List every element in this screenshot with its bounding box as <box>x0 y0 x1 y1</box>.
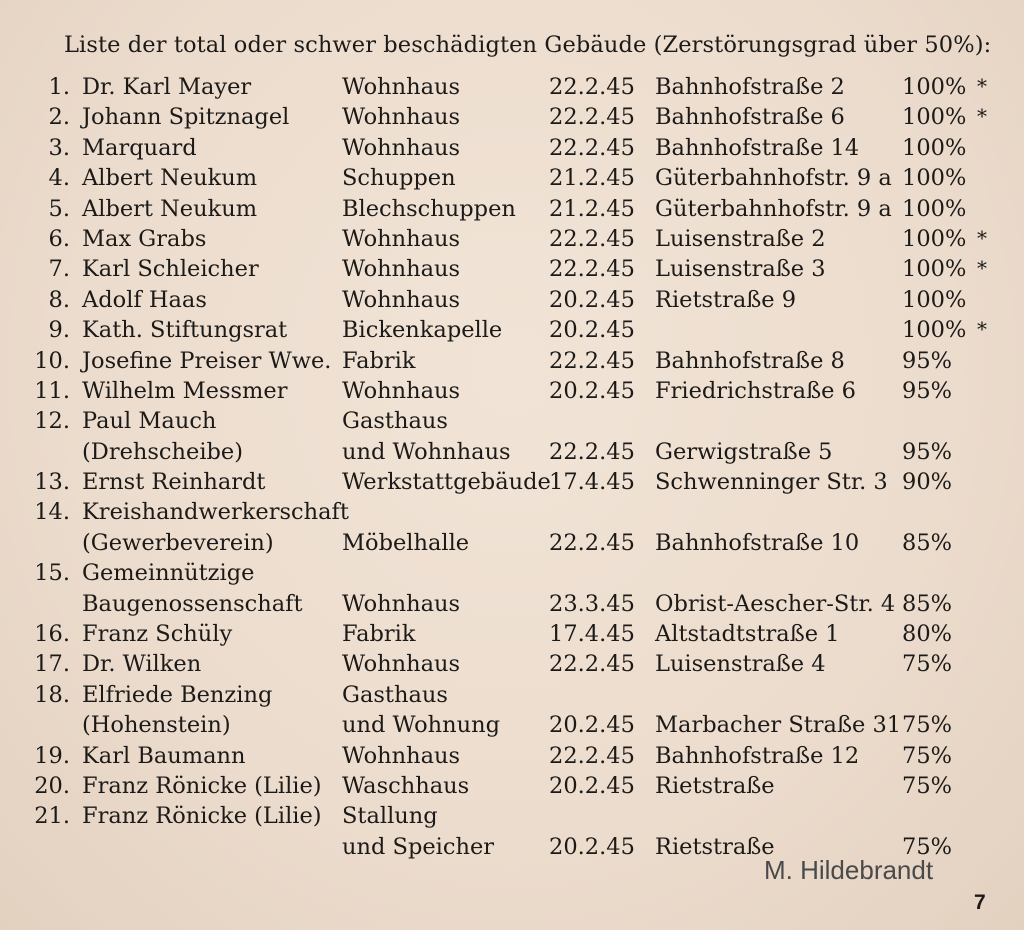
street-address: Friedrichstraße 6 <box>655 377 856 404</box>
street-address: Rietstraße <box>655 772 775 799</box>
building-type: Wohnhaus <box>342 104 461 131</box>
entry-number: 15. <box>34 560 70 587</box>
street-address: Bahnhofstraße 2 <box>655 74 845 100</box>
building-type: Blechschuppen <box>342 195 516 222</box>
owner-name: Max Grabs <box>82 225 207 252</box>
destruction-percent: 100% <box>902 195 967 222</box>
street-address: Luisenstraße 4 <box>655 651 826 678</box>
owner-name: Josefine Preiser Wwe. <box>82 347 332 374</box>
destruction-percent: 100% <box>902 225 967 252</box>
owner-name: Albert Neukum <box>82 195 258 222</box>
list-entry <box>0 74 1024 104</box>
damage-date: 22.2.45 <box>549 134 635 161</box>
owner-name: Albert Neukum <box>82 165 258 192</box>
owner-name: Dr. Karl Mayer <box>82 74 252 100</box>
entry-number: 12. <box>34 408 70 435</box>
entry-line <box>0 621 1024 651</box>
building-type: Wohnhaus <box>342 74 461 100</box>
entry-line <box>0 196 1024 226</box>
entry-number: 5. <box>48 195 70 222</box>
entry-line <box>0 591 1024 621</box>
owner-name: (Gewerbeverein) <box>82 529 274 556</box>
destruction-percent: 75% <box>902 833 953 860</box>
building-type: Möbelhalle <box>342 529 470 556</box>
owner-name: (Hohenstein) <box>82 712 231 739</box>
building-type: und Wohnhaus <box>342 438 511 465</box>
street-address: Güterbahnhofstr. 9 a <box>655 195 892 222</box>
street-address: Rietstraße 9 <box>655 286 797 313</box>
entry-number: 2. <box>48 104 70 131</box>
entry-number: 18. <box>34 681 70 708</box>
damage-date: 21.2.45 <box>549 165 635 192</box>
entry-line <box>0 165 1024 195</box>
entry-number: 1. <box>48 74 70 100</box>
destruction-percent: 95% <box>902 377 953 404</box>
owner-name: Johann Spitznagel <box>82 104 290 131</box>
building-type: Werkstattgebäude <box>342 469 551 496</box>
entry-line <box>0 560 1024 590</box>
list-heading: Liste der total oder schwer beschädigten Gebäude (Zerstörungsgrad über 50%): <box>64 32 992 58</box>
entry-number: 19. <box>34 742 70 769</box>
entry-number: 8. <box>48 286 70 313</box>
owner-name: Franz Rönicke (Lilie) <box>82 803 322 830</box>
building-type: Schuppen <box>342 165 456 192</box>
entry-number: 21. <box>34 803 70 830</box>
damage-date: 20.2.45 <box>549 317 635 344</box>
page-number: 7 <box>974 891 986 914</box>
owner-name: Karl Baumann <box>82 742 246 769</box>
destruction-percent: 75% <box>902 651 953 678</box>
entry-line <box>0 378 1024 408</box>
street-address: Bahnhofstraße 10 <box>655 529 860 556</box>
building-type: Bickenkapelle <box>342 317 503 344</box>
entry-number: 7. <box>48 256 70 283</box>
damage-date: 22.2.45 <box>549 438 635 465</box>
street-address: Luisenstraße 3 <box>655 256 826 283</box>
list-entry <box>0 196 1024 226</box>
destruction-percent: 85% <box>902 590 953 617</box>
entry-line <box>0 803 1024 833</box>
asterisk-mark: * <box>977 317 987 342</box>
damage-date: 23.3.45 <box>549 590 635 617</box>
entry-line <box>0 682 1024 712</box>
entry-line <box>0 712 1024 742</box>
damage-date: 22.2.45 <box>549 225 635 252</box>
list-entry <box>0 287 1024 317</box>
asterisk-mark: * <box>977 104 987 129</box>
entry-line <box>0 439 1024 469</box>
list-entry <box>0 621 1024 651</box>
street-address: Marbacher Straße 31 <box>655 712 902 739</box>
destruction-percent: 100% <box>902 317 967 344</box>
owner-name: Marquard <box>82 134 197 161</box>
destruction-percent: 75% <box>902 742 953 769</box>
list-entry <box>0 499 1024 560</box>
list-entry <box>0 165 1024 195</box>
list-entry <box>0 135 1024 165</box>
building-type: Gasthaus <box>342 681 448 708</box>
list-entry <box>0 560 1024 621</box>
building-type: Wohnhaus <box>342 286 461 313</box>
entry-line <box>0 317 1024 347</box>
asterisk-mark: * <box>977 225 987 250</box>
list-entry <box>0 104 1024 134</box>
street-address: Bahnhofstraße 14 <box>655 134 860 161</box>
owner-name: Ernst Reinhardt <box>82 469 266 496</box>
street-address: Bahnhofstraße 8 <box>655 347 845 374</box>
entry-line <box>0 348 1024 378</box>
asterisk-mark: * <box>977 74 987 98</box>
entry-number: 9. <box>48 317 70 344</box>
owner-name: Wilhelm Messmer <box>82 377 288 404</box>
entry-line <box>0 74 1024 104</box>
list-entry <box>0 317 1024 347</box>
list-entry <box>0 773 1024 803</box>
owner-name: Elfriede Benzing <box>82 681 273 708</box>
street-address: Luisenstraße 2 <box>655 225 826 252</box>
building-type: Wohnhaus <box>342 590 461 617</box>
photographer-watermark: M. Hildebrandt <box>764 855 934 885</box>
entry-line <box>0 287 1024 317</box>
owner-name: Adolf Haas <box>82 286 207 313</box>
damage-date: 22.2.45 <box>549 742 635 769</box>
street-address: Schwenninger Str. 3 <box>655 469 888 496</box>
owner-name: Kreishandwerkerschaft <box>82 499 349 526</box>
list-entry <box>0 408 1024 469</box>
entry-number: 10. <box>34 347 70 374</box>
destruction-percent: 100% <box>902 134 967 161</box>
entry-number: 4. <box>48 165 70 192</box>
entry-number: 20. <box>34 772 70 799</box>
building-type: Wohnhaus <box>342 651 461 678</box>
destruction-percent: 95% <box>902 347 953 374</box>
destruction-percent: 85% <box>902 529 953 556</box>
list-entry <box>0 651 1024 681</box>
entry-line <box>0 469 1024 499</box>
building-type: Gasthaus <box>342 408 448 435</box>
list-entry <box>0 256 1024 286</box>
street-address: Bahnhofstraße 12 <box>655 742 860 769</box>
damage-date: 21.2.45 <box>549 195 635 222</box>
asterisk-mark: * <box>977 256 987 281</box>
damage-date: 20.2.45 <box>549 833 635 860</box>
street-address: Rietstraße <box>655 833 775 860</box>
owner-name: Karl Schleicher <box>82 256 259 283</box>
entry-number: 17. <box>34 651 70 678</box>
list-entry <box>0 682 1024 743</box>
street-address: Obrist-Aescher-Str. 4 <box>655 590 896 617</box>
damage-date: 22.2.45 <box>549 529 635 556</box>
entry-line <box>0 104 1024 134</box>
owner-name: (Drehscheibe) <box>82 438 244 465</box>
list-entry <box>0 348 1024 378</box>
damage-date: 22.2.45 <box>549 104 635 131</box>
destruction-percent: 100% <box>902 74 967 100</box>
destruction-percent: 100% <box>902 286 967 313</box>
entry-line <box>0 226 1024 256</box>
list-entry <box>0 226 1024 256</box>
entry-line <box>0 530 1024 560</box>
destruction-percent: 100% <box>902 104 967 131</box>
owner-name: Dr. Wilken <box>82 651 202 678</box>
entry-line <box>0 773 1024 803</box>
building-type: Wohnhaus <box>342 377 461 404</box>
street-address: Bahnhofstraße 6 <box>655 104 845 131</box>
destruction-percent: 90% <box>902 469 953 496</box>
entry-line <box>0 743 1024 773</box>
building-type: Wohnhaus <box>342 256 461 283</box>
building-type: Waschhaus <box>342 772 470 799</box>
damage-date: 20.2.45 <box>549 712 635 739</box>
destruction-percent: 80% <box>902 621 953 648</box>
damage-date: 22.2.45 <box>549 347 635 374</box>
entry-line <box>0 256 1024 286</box>
damage-date: 22.2.45 <box>549 651 635 678</box>
owner-name: Gemeinnützige <box>82 560 255 587</box>
building-type: Fabrik <box>342 347 416 374</box>
entry-number: 13. <box>34 469 70 496</box>
damage-date: 20.2.45 <box>549 772 635 799</box>
damage-date: 20.2.45 <box>549 286 635 313</box>
entry-line <box>0 408 1024 438</box>
building-type: Fabrik <box>342 621 416 648</box>
list-entry <box>0 743 1024 773</box>
entry-number: 11. <box>34 377 70 404</box>
owner-name: Baugenossenschaft <box>82 590 303 617</box>
owner-name: Kath. Stiftungsrat <box>82 317 288 344</box>
destruction-percent: 75% <box>902 772 953 799</box>
entry-number: 16. <box>34 621 70 648</box>
owner-name: Franz Schüly <box>82 621 233 648</box>
damage-date: 17.4.45 <box>549 621 635 648</box>
destruction-percent: 95% <box>902 438 953 465</box>
building-type: Wohnhaus <box>342 225 461 252</box>
list-entry <box>0 378 1024 408</box>
owner-name: Franz Rönicke (Lilie) <box>82 772 322 799</box>
entry-number: 14. <box>34 499 70 526</box>
destruction-percent: 75% <box>902 712 953 739</box>
building-type: Stallung <box>342 803 438 830</box>
building-type: und Speicher <box>342 833 495 860</box>
damage-date: 20.2.45 <box>549 377 635 404</box>
street-address: Güterbahnhofstr. 9 a <box>655 165 892 192</box>
building-type: und Wohnung <box>342 712 501 739</box>
damage-date: 22.2.45 <box>549 74 635 100</box>
entry-line <box>0 651 1024 681</box>
damage-date: 22.2.45 <box>549 256 635 283</box>
damage-date: 17.4.45 <box>549 469 635 496</box>
owner-name: Paul Mauch <box>82 408 217 435</box>
entry-line <box>0 135 1024 165</box>
building-type: Wohnhaus <box>342 742 461 769</box>
destruction-percent: 100% <box>902 256 967 283</box>
destruction-percent: 100% <box>902 165 967 192</box>
entry-number: 6. <box>48 225 70 252</box>
entry-line <box>0 499 1024 529</box>
street-address: Altstadtstraße 1 <box>655 621 840 648</box>
street-address: Gerwigstraße 5 <box>655 438 833 465</box>
damaged-buildings-list <box>0 74 1024 864</box>
building-type: Wohnhaus <box>342 134 461 161</box>
list-entry <box>0 469 1024 499</box>
entry-number: 3. <box>48 134 70 161</box>
